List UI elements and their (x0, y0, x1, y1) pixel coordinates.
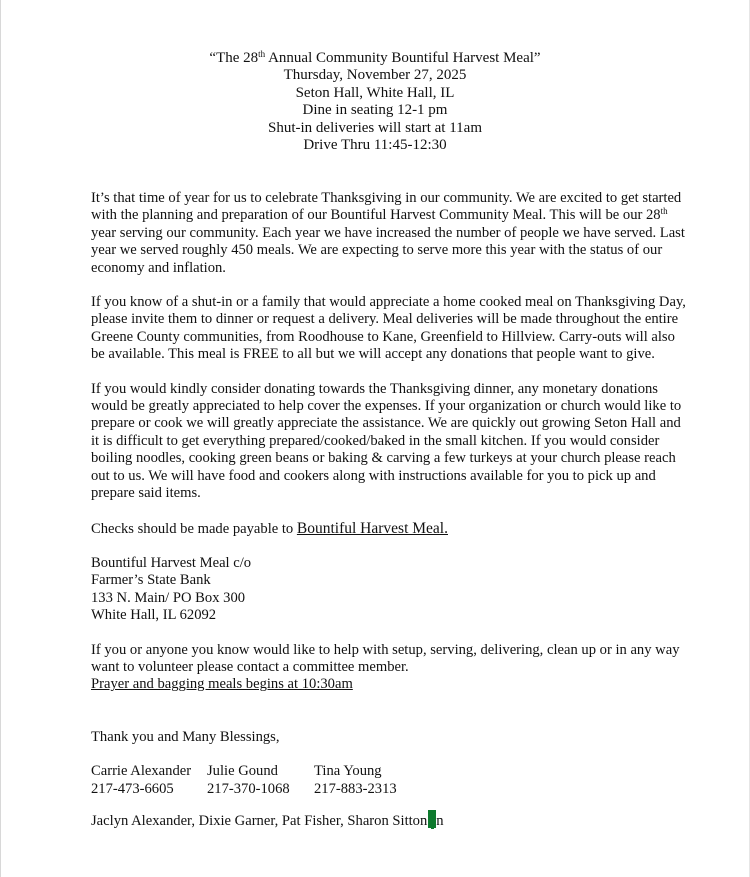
checks-payable: Checks should be made payable to Bountiful Harvest Meal. (91, 519, 448, 537)
address-line-4: White Hall, IL 62092 (91, 607, 217, 624)
contact-phone: 217-473-6605 (91, 780, 174, 797)
shut-in-time: Shut-in deliveries will start at 11am (268, 119, 482, 136)
paragraph-intro: It’s that time of year for us to celebrate Thanksgiving in our community. We are excited to get started with the planning and preparation of our Bountiful Harvest Community Meal. This will be our 28th year serving our community. Each year we have increased the number of people we have served. Last year we served roughly 450 meals. We are expecting to serve more this year with the status of our economy and inflation. (91, 190, 685, 276)
event-title: “The 28th Annual Community Bountiful Harvest Meal” (209, 49, 541, 66)
contact-name: Julie Gound (207, 763, 278, 780)
contact-names-row (91, 763, 691, 780)
contact-phones-row (91, 781, 691, 798)
drive-thru-time: Drive Thru 11:45-12:30 (303, 137, 447, 154)
address-line-3: 133 N. Main/ PO Box 300 (91, 589, 246, 606)
volunteer-request: If you or anyone you know would like to help with setup, serving, delivering, clean up or in any way want to volunteer please contact a committee member. (91, 641, 680, 675)
mailing-address (91, 555, 691, 625)
event-location: Seton Hall, White Hall, IL (295, 84, 455, 101)
paragraph-donations: If you would kindly consider donating towards the Thanksgiving dinner, any monetary donations would be greatly appreciated to help cover the expenses. If your organization or church would like to prepare or cook we will greatly appreciate the assistance. We are quickly out growing Seton Hall and it is difficult to get everything prepared/cooked/baked in the small kitchen. If you would consider boiling noodles, cooking green beans or baking & carving a few turkeys at your church please reach out to us. We will have food and cookers along with instructions available for you to pick up and prepare said items. (91, 380, 682, 502)
event-header (0, 50, 750, 154)
address-line-2: Farmer’s State Bank (91, 572, 211, 589)
event-date: Thursday, November 27, 2025 (283, 67, 467, 84)
contact-name: Tina Young (314, 763, 382, 780)
other-committee-members: Jaclyn Alexander, Dixie Garner, Pat Fisher, Sharon Sitton n (91, 810, 691, 830)
committee-contacts (91, 763, 691, 798)
closing-line: Thank you and Many Blessings, (91, 728, 280, 745)
payee-name: Bountiful Harvest Meal. (296, 519, 448, 537)
text-cursor-icon (428, 810, 436, 828)
prayer-notice: Prayer and bagging meals begins at 10:30am (91, 676, 353, 693)
letter-body (91, 190, 691, 830)
contact-phone: 217-883-2313 (314, 780, 397, 797)
paragraph-deliveries: If you know of a shut-in or a family that would appreciate a home cooked meal on Thanksgiving Day, please invite them to dinner or request a delivery. Meal deliveries will be made throughout the entire Greene County communities, from Roodhouse to Kane, Greenfield to Hillview. Carry-outs will also be available. This meal is FREE to all but we will accept any donations that people want to give. (91, 294, 686, 363)
address-line-1: Bountiful Harvest Meal c/o (91, 554, 252, 571)
contact-name: Carrie Alexander (91, 763, 192, 780)
contact-phone: 217-370-1068 (207, 780, 290, 797)
dine-in-time: Dine in seating 12-1 pm (302, 102, 448, 119)
